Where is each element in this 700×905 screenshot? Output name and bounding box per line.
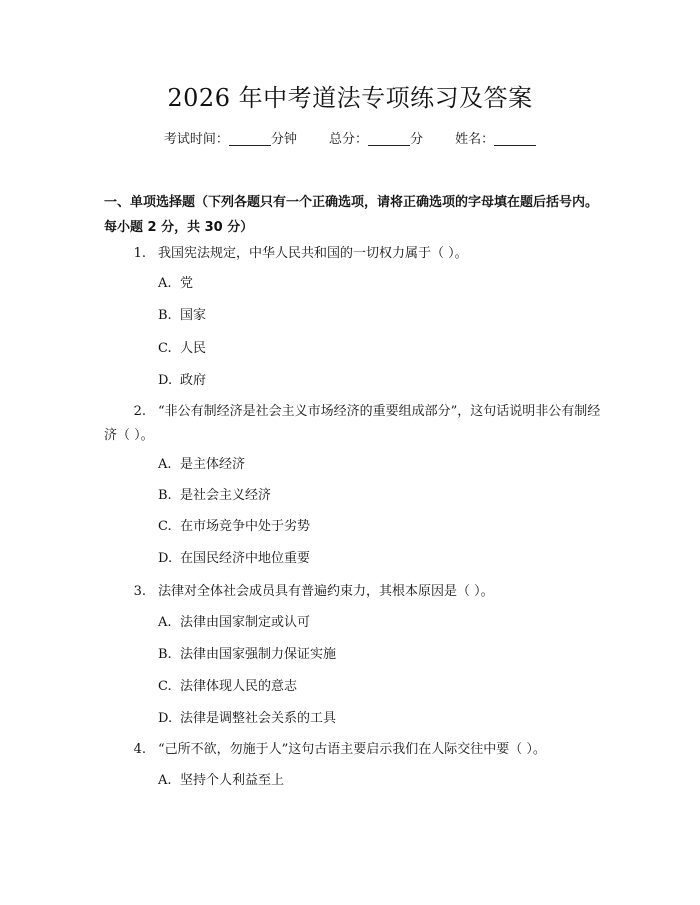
option-text: 在国民经济中地位重要 bbox=[180, 551, 311, 566]
option-1c bbox=[158, 339, 206, 359]
total-score-blank bbox=[368, 131, 410, 146]
option-2d bbox=[158, 549, 310, 569]
option-letter: B. bbox=[158, 308, 172, 323]
option-text: 法律由国家强制力保证实施 bbox=[180, 647, 337, 662]
exam-time-blank bbox=[229, 131, 271, 146]
option-text: 是社会主义经济 bbox=[180, 488, 272, 503]
option-4a bbox=[158, 771, 284, 791]
option-text: 国家 bbox=[180, 308, 207, 323]
option-2c bbox=[158, 517, 310, 537]
option-letter: C. bbox=[158, 679, 172, 694]
question-text: 我国宪法规定，中华人民共和国的一切权力属于（ ）。 bbox=[158, 246, 468, 261]
question-4 bbox=[104, 738, 604, 762]
option-text: 法律是调整社会关系的工具 bbox=[180, 711, 337, 726]
option-letter: A. bbox=[158, 457, 172, 472]
option-letter: D. bbox=[158, 711, 173, 726]
option-letter: A. bbox=[158, 276, 172, 291]
question-2 bbox=[104, 400, 604, 448]
option-letter: C. bbox=[158, 519, 172, 534]
question-number: 2. bbox=[133, 404, 146, 419]
option-letter: C. bbox=[158, 341, 172, 356]
option-1a bbox=[158, 274, 193, 294]
total-score-field bbox=[329, 130, 423, 150]
option-2b bbox=[158, 486, 271, 506]
option-text: 党 bbox=[180, 276, 194, 291]
question-text: “非公有制经济是社会主义市场经济的重要组成部分”，这句话说明非公有制经济（ ）。 bbox=[104, 404, 601, 443]
option-2a bbox=[158, 455, 245, 475]
option-letter: A. bbox=[158, 773, 172, 788]
exam-time-field bbox=[164, 130, 297, 150]
option-3c bbox=[158, 677, 297, 697]
option-letter: D. bbox=[158, 373, 173, 388]
name-blank bbox=[494, 131, 536, 146]
option-text: 在市场竞争中处于劣势 bbox=[180, 519, 311, 534]
option-letter: B. bbox=[158, 647, 172, 662]
question-text: “己所不欲，勿施于人”这句古语主要启示我们在人际交往中要（ ）。 bbox=[158, 742, 546, 757]
question-text: 法律对全体社会成员具有普遍约束力，其根本原因是（ ）。 bbox=[158, 584, 494, 599]
question-3 bbox=[104, 580, 604, 604]
option-text: 政府 bbox=[180, 373, 207, 388]
section-heading: 一、单项选择题（下列各题只有一个正确选项，请将正确选项的字母填在题后括号内。每小题 2 分，共 30 分） bbox=[104, 195, 599, 235]
page-title: 2026 年中考道法专项练习及答案 bbox=[167, 84, 533, 112]
option-3d bbox=[158, 709, 336, 729]
question-1 bbox=[104, 242, 604, 266]
total-score-unit: 分 bbox=[410, 132, 424, 147]
total-score-label: 总分： bbox=[328, 132, 368, 147]
option-text: 坚持个人利益至上 bbox=[180, 773, 285, 788]
question-number: 1. bbox=[133, 246, 146, 261]
exam-info-line bbox=[0, 130, 700, 150]
question-number: 4. bbox=[133, 742, 146, 757]
exam-time-label: 考试时间： bbox=[163, 132, 229, 147]
option-text: 法律由国家制定或认可 bbox=[180, 615, 311, 630]
exam-time-unit: 分钟 bbox=[270, 132, 297, 147]
option-1b bbox=[158, 306, 206, 326]
option-letter: B. bbox=[158, 488, 172, 503]
option-text: 法律体现人民的意志 bbox=[180, 679, 298, 694]
name-field bbox=[455, 130, 536, 150]
option-3b bbox=[158, 645, 336, 665]
option-3a bbox=[158, 613, 310, 633]
name-label: 姓名： bbox=[455, 132, 495, 147]
option-text: 人民 bbox=[180, 341, 207, 356]
question-number: 3. bbox=[133, 584, 146, 599]
option-letter: A. bbox=[158, 615, 172, 630]
option-text: 是主体经济 bbox=[180, 457, 246, 472]
option-letter: D. bbox=[158, 551, 173, 566]
option-1d bbox=[158, 371, 206, 391]
